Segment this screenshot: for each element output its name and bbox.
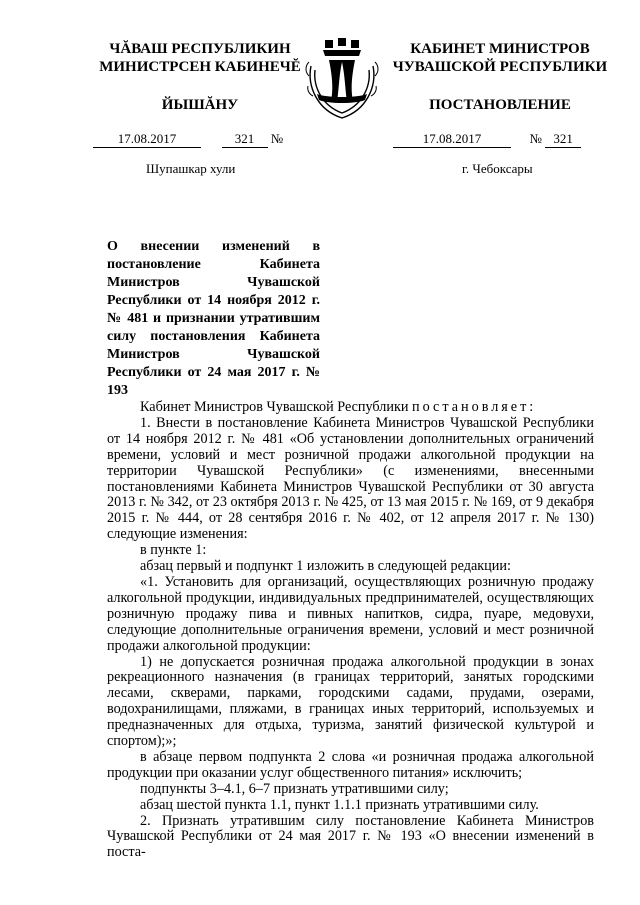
date-left: 17.08.2017 (93, 131, 201, 148)
intro-verb: постановляет: (412, 399, 537, 415)
paragraph-1: 1. Внести в постановление Кабинета Министров Чувашской Республики от 14 ноября 2012 г. № 481 «Об установлении дополнительных ограничений времени, условий и мест розничной продажи алкогольной продукции на территории Чувашской Республики» (с изменениями, внесенными постановлениями Кабинета Министров Чувашской Республики от 30 августа 2013 г. № 342, от 23 октября 2013 г. № 425, от 13 мая 2015 г. № 169, от 9 декабря 2015 г. № 444, от 28 сентября 2016 г. № 402, от 12 апреля 2017 г. № 130) следующие изменения: (107, 414, 594, 543)
header-right-line1: КАБИНЕТ МИНИСТРОВ (410, 41, 590, 57)
paragraph-4: «1. Установить для организаций, осуществляющих розничную продажу алкогольной продукции, индивидуальных предпринимателей, осуществляющих розничную продажу пива и пивных напитков, сидра, пуаре, медовухи, следующие дополнительные ограничения времени, условий и мест розничной продажи алкогольной продукции: (107, 573, 594, 654)
header-right-line2: ЧУВАШСКОЙ РЕСПУБЛИКИ (392, 59, 608, 75)
number-line-right (393, 131, 613, 148)
paragraph-9: 2. Признать утратившим силу постановление Кабинета Министров Чувашской Республики от 24 мая 2017 г. № 193 «О внесении изменений в поста- (107, 812, 594, 861)
number-line-left (93, 131, 323, 148)
paragraph-3: абзац первый и подпункт 1 изложить в следующей редакции: (140, 558, 511, 575)
header-left-line2: МИНИСТРСЕН КАБИНЕЧĔ (99, 59, 301, 75)
paragraph-5: 1) не допускается розничная продажа алкогольной продукции в зонах рекреационного назначения (в границах территорий, занятых городскими лесами, скверами, парками, городскими садами, прудами, озерами, водохранилищами, пляжами, в границах иных территорий, используемых и предназначенных для отдыха, туризма, занятий физической культурой и спортом);»; (107, 653, 594, 750)
paragraph-7: подпункты 3–4.1, 6–7 признать утратившими силу; (140, 780, 449, 797)
date-right: 17.08.2017 (393, 131, 511, 148)
place-right: г. Чебоксары (462, 161, 533, 176)
no-sign-right: № (529, 131, 542, 146)
header-left-line1: ЧĂВАШ РЕСПУБЛИКИН (109, 41, 291, 57)
intro-paragraph (107, 400, 594, 416)
no-sign-left: № (270, 131, 284, 146)
place-left: Шупашкар хули (146, 161, 236, 176)
document-body (107, 400, 594, 861)
document-subject: О внесении изменений в постановление Кабинета Министров Чувашской Республики от 14 ноября 2012 г. № 481 и признании утратившим силу постановления Кабинета Министров Чувашской Республики от 24 мая 2017 г. № 193 (107, 239, 320, 398)
emblem-icon (303, 36, 381, 122)
doc-type-left: ЙЫШĂНУ (161, 97, 239, 113)
paragraph-8: абзац шестой пункта 1.1, пункт 1.1.1 признать утратившими силу. (140, 796, 539, 813)
number-right: 321 (545, 131, 581, 148)
doc-type-right: ПОСТАНОВЛЕНИЕ (429, 97, 571, 113)
header-left-title (80, 40, 320, 76)
paragraph-6: в абзаце первом подпункта 2 слова «и розничная продажа алкогольной продукции при оказании услуг общественного питания» исключить; (107, 748, 594, 781)
paragraph-2: в пункте 1: (140, 542, 207, 559)
intro-prefix: Кабинет Министров Чувашской Республики (140, 399, 412, 415)
header-right-title (380, 40, 620, 76)
number-left: 321 (222, 131, 268, 148)
